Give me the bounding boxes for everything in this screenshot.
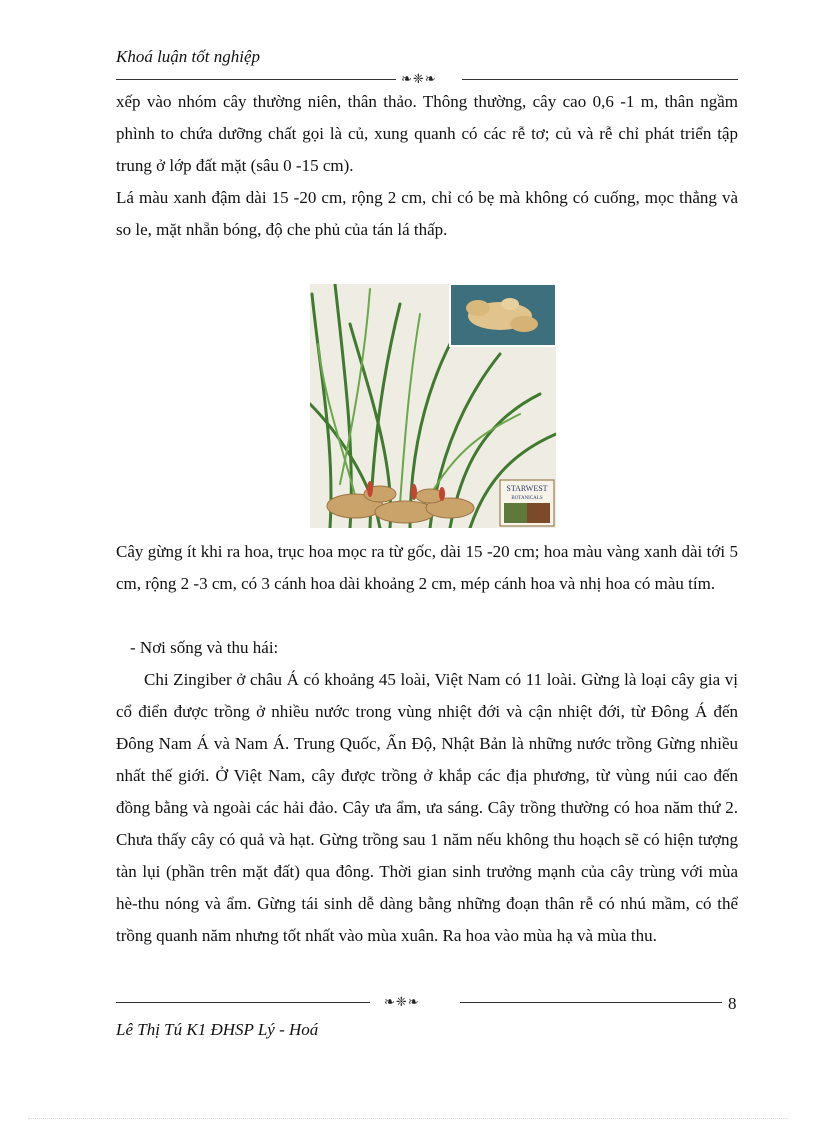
paragraph-habitat: Chi Zingiber ở châu Á có khoảng 45 loài, Việt Nam có 11 loài. Gừng là loại cây gia vị cổ điển được trồng ở nhiều nước trong vùng nhiệt đới và cận nhiệt đới, từ Đông Á đến Đông Nam Á và Nam Á. Trung Quốc, Ấn Độ, Nhật Bản là những nước trồng Gừng nhiều nhất thế giới. Ở Việt Nam, cây được trồng ở khắp các địa phương, từ vùng núi cao đến đồng bằng và ngoài các hải đảo. Cây ưa ẩm, ưa sáng. Cây trồng thường có hoa năm thứ 2. Chưa thấy cây có quả và hạt. Gừng trồng sau 1 năm nếu không thu hoạch sẽ có hiện tượng tàn lụi (phần trên mặt đất) qua đông. Thời gian sinh trưởng mạnh của cây trùng với mùa hè-thu nóng và ẩm. Gừng tái sinh dễ dàng bằng những đoạn thân rễ có nhú mầm, có thể trồng quanh năm nhưng tốt nhất vào mùa xuân. Ra hoa vào mùa hạ và mùa thu. bbox=[116, 670, 738, 945]
badge-subtitle: BOTANICALS bbox=[511, 496, 543, 501]
page-number: 8 bbox=[728, 994, 737, 1013]
header-rule-right bbox=[462, 79, 738, 80]
ginger-root-inset bbox=[450, 284, 556, 346]
paragraph-flower-description: Cây gừng ít khi ra hoa, trục hoa mọc ra từ gốc, dài 15 -20 cm; hoa màu vàng xanh dài tới 5 cm, rộng 2 -3 cm, có 3 cánh hoa dài khoảng 2 cm, mép cánh hoa và nhị hoa có màu tím. bbox=[116, 542, 738, 593]
ginger-plant-figure bbox=[310, 284, 556, 528]
badge-brand: STARWEST bbox=[506, 484, 548, 493]
paragraph-leaf-description: Lá màu xanh đậm dài 15 -20 cm, rộng 2 cm, chỉ có bẹ mà không có cuống, mọc thẳng và so le, mặt nhẵn bóng, độ che phủ của tán lá thấp. bbox=[116, 188, 738, 239]
footer-rule-left bbox=[116, 1002, 370, 1003]
header-title: Khoá luận tốt nghiệp bbox=[116, 47, 261, 66]
section-heading-habitat: - Nơi sống và thu hái: bbox=[130, 638, 279, 657]
starwest-badge bbox=[500, 480, 554, 526]
header-rule-left bbox=[116, 79, 396, 80]
header-ornament: ❧❈❧ bbox=[401, 71, 437, 86]
page-bottom-edge bbox=[28, 1118, 788, 1119]
paragraph-stem-description: xếp vào nhóm cây thường niên, thân thảo. Thông thường, cây cao 0,6 -1 m, thân ngầm phình to chứa dưỡng chất gọi là củ, xung quanh có các rễ tơ; củ và rễ chỉ phát triển tập trung ở lớp đất mặt (sâu 0 -15 cm). bbox=[116, 92, 738, 175]
footer-author: Lê Thị Tú K1 ĐHSP Lý - Hoá bbox=[116, 1020, 319, 1039]
ginger-plant-image bbox=[310, 284, 556, 528]
footer-ornament: ❧❈❧ bbox=[384, 994, 420, 1009]
footer-rule-right bbox=[460, 1002, 722, 1003]
